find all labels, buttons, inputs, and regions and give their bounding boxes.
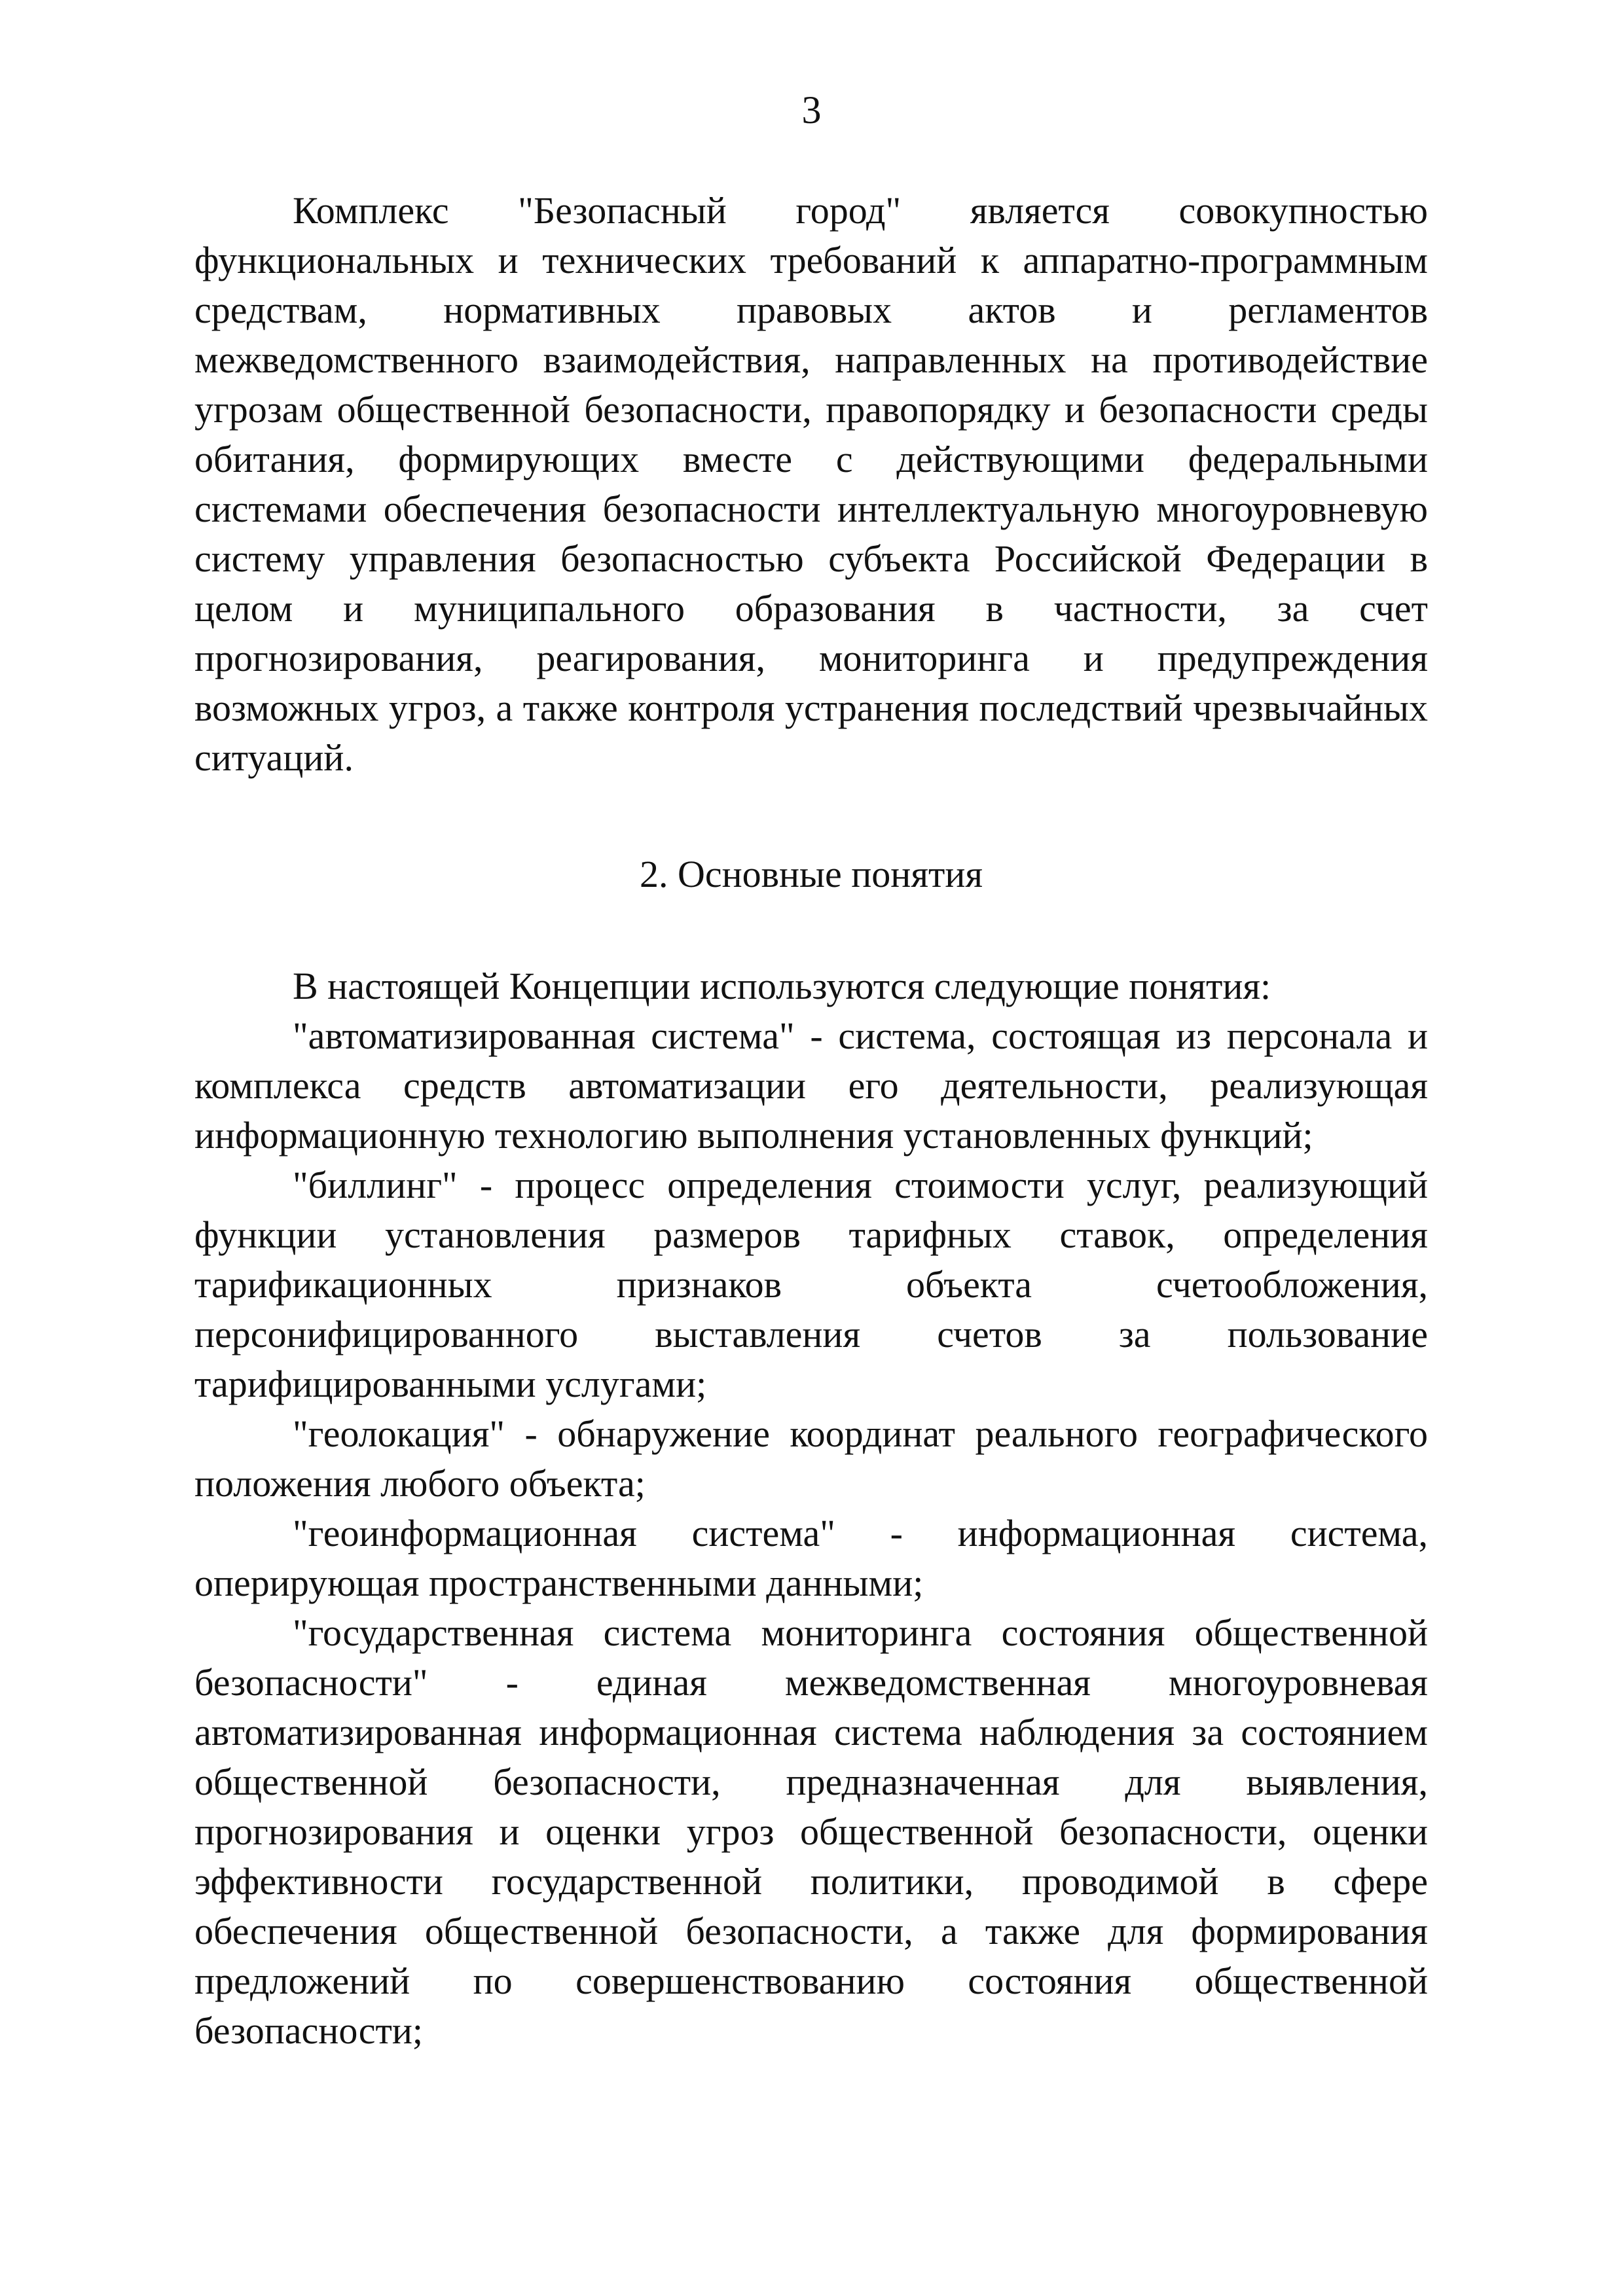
definition-automated-system: "автоматизированная система" - система, состоящая из персонала и комплекса средств автоматизации его деятельности, реализующая информационную технологию выполнения установленных функций;: [194, 1014, 1428, 1157]
definition-billing: "биллинг" - процесс определения стоимости услуг, реализующий функции установления размеров тарифных ставок, определения тарификационных признаков объекта счетообложения, персонифицированного выставления счетов за пользование тарифицированными услугами;: [194, 1164, 1428, 1405]
page-content: [194, 186, 1428, 2056]
definition-geolocation: "геолокация" - обнаружение координат реального географического положения любого объекта;: [194, 1412, 1428, 1505]
definition-monitoring-system: "государственная система мониторинга состояния общественной безопасности" - единая межведомственная многоуровневая автоматизированная информационная система наблюдения за состоянием общественной безопасности, предназначенная для выявления, прогнозирования и оценки угроз общественной безопасности, оценки эффективности государственной политики, проводимой в сфере обеспечения общественной безопасности, а также для формирования предложений по совершенствованию состояния общественной безопасности;: [194, 1611, 1428, 2052]
section-heading: 2. Основные понятия: [639, 853, 983, 895]
definitions-intro: В настоящей Концепции используются следующие понятия:: [293, 965, 1271, 1007]
definition-gis: "геоинформационная система" - информационная система, оперирующая пространственными данными;: [194, 1512, 1428, 1604]
page-number: 3: [801, 88, 822, 132]
intro-paragraph: Комплекс "Безопасный город" является совокупностью функциональных и технических требований к аппаратно-программным средствам, нормативных правовых актов и регламентов межведомственного взаимодействия, направленных на противодействие угрозам общественной безопасности, правопорядку и безопасности среды обитания, формирующих вместе с действующими федеральными системами обеспечения безопасности интеллектуальную многоуровневую систему управления безопасностью субъекта Российской Федерации в целом и муниципального образования в частности, за счет прогнозирования, реагирования, мониторинга и предупреждения возможных угроз, а также контроля устранения последствий чрезвычайных ситуаций.: [194, 189, 1428, 779]
